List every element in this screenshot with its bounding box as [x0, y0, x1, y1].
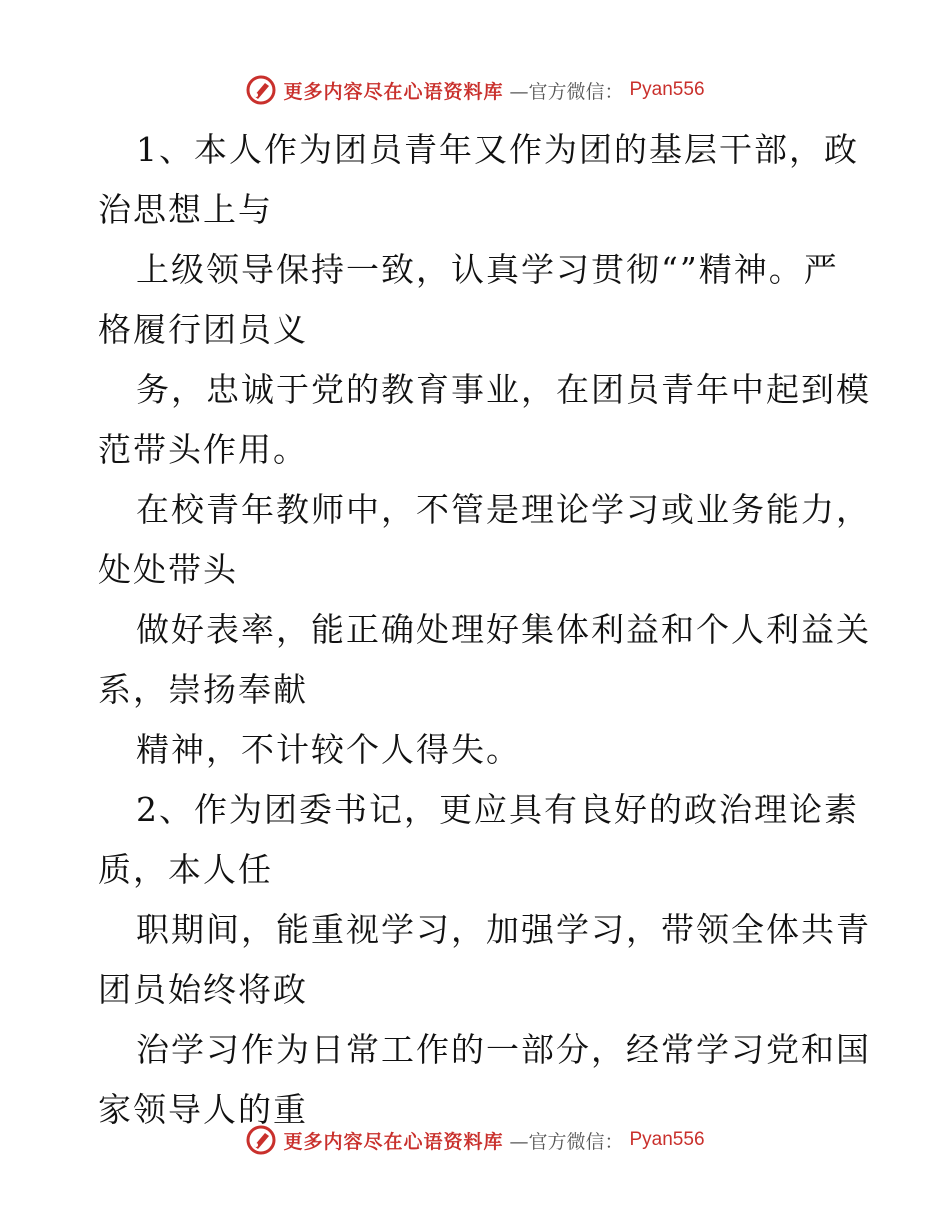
banner-wechat-id: Pyan556: [629, 79, 705, 100]
text-line: 在校青年教师中，不管是理论学习或业务能力，: [136, 490, 871, 529]
document-body: [98, 120, 871, 1140]
pen-circle-icon: [245, 1124, 277, 1156]
text-line: 职期间，能重视学习，加强学习，带领全体共青: [136, 910, 871, 949]
banner-site-name: 更多内容尽在心语资料库: [283, 1130, 504, 1153]
text-line: 处处带头: [98, 550, 238, 589]
header-banner: [0, 72, 950, 108]
text-line: 治学习作为日常工作的一部分，经常学习党和国: [136, 1030, 871, 1069]
text-line: 精神，不计较个人得失。: [136, 730, 521, 769]
text-line: 范带头作用。: [98, 430, 308, 469]
pen-circle-icon: [245, 74, 277, 106]
text-line: 上级领导保持一致，认真学习贯彻“”精神。严: [136, 250, 839, 289]
text-line: 系，崇扬奉献: [98, 670, 308, 709]
text-line: 团员始终将政: [98, 970, 308, 1009]
banner-wechat-label: —官方微信：: [509, 80, 624, 103]
text-line: 2、作为团委书记，更应具有良好的政治理论素: [136, 790, 859, 829]
text-line: 1、本人作为团员青年又作为团的基层干部，政: [136, 130, 859, 169]
banner-site-name: 更多内容尽在心语资料库: [283, 80, 504, 103]
text-line: 做好表率，能正确处理好集体利益和个人利益关: [136, 610, 871, 649]
text-line: 质，本人任: [98, 850, 273, 889]
text-line: 家领导人的重: [98, 1090, 308, 1129]
text-line: 格履行团员义: [98, 310, 308, 349]
banner-wechat-label: —官方微信：: [509, 1130, 624, 1153]
text-line: 治思想上与: [98, 190, 273, 229]
footer-banner: [0, 1122, 950, 1158]
banner-wechat-id: Pyan556: [629, 1129, 705, 1150]
text-line: 务，忠诚于党的教育事业，在团员青年中起到模: [136, 370, 871, 409]
